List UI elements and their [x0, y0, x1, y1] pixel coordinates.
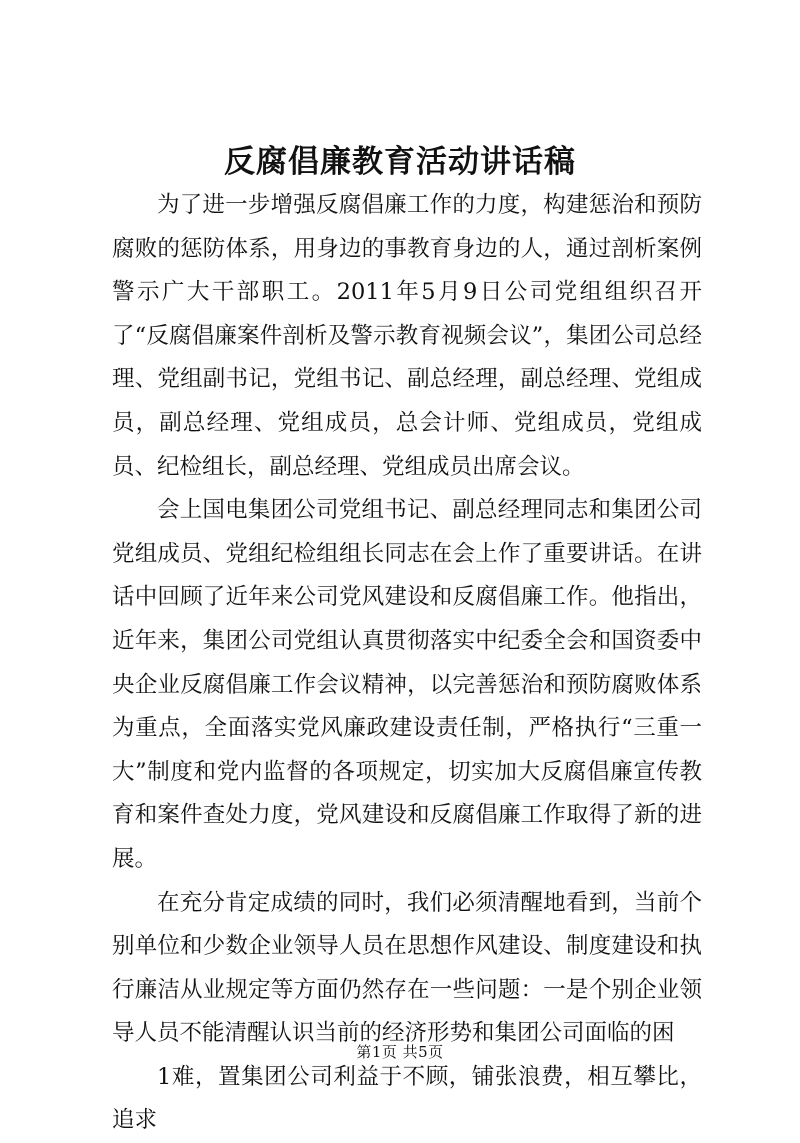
paragraph-4: 1难，置集团公司利益于不顾，铺张浪费，相互攀比，追求 — [112, 1063, 702, 1134]
document-title: 反腐倡廉教育活动讲话稿 — [224, 144, 576, 180]
document-body — [112, 184, 702, 1143]
paragraph-3: 在充分肯定成绩的同时，我们必须清醒地看到，当前个别单位和少数企业领导人员在思想作风建设、制度建设和执行廉洁从业规定等方面仍然存在一些问题：一是个别企业领导人员不能清醒认识当前的经济形势和集团公司面临的困 — [112, 889, 702, 1047]
page-number-footer: 第1页 共5页 — [356, 1043, 444, 1061]
paragraph-2: 会上国电集团公司党组书记、副总经理同志和集团公司党组成员、党组纪检组组长同志在会上作了重要讲话。在讲话中回顾了近年来公司党风建设和反腐倡廉工作。他指出，近年来，集团公司党组认真贯彻落实中纪委全会和国资委中央企业反腐倡廉工作会议精神，以完善惩治和预防腐败体系为重点，全面落实党风廉政建设责任制，严格执行“三重一大”制度和党内监督的各项规定，切实加大反腐倡廉宣传教育和案件查处力度，党风建设和反腐倡廉工作取得了新的进展。 — [112, 497, 702, 872]
paragraph-1: 为了进一步增强反腐倡廉工作的力度，构建惩治和预防腐败的惩防体系，用身边的事教育身边的人，通过剖析案例警示广大干部职工。2011年5月9日公司党组组织召开了“反腐倡廉案件剖析及警示教育视频会议”，集团公司总经理、党组副书记，党组书记、副总经理，副总经理、党组成员，副总经理、党组成员，总会计师、党组成员，党组成员、纪检组长，副总经理、党组成员出席会议。 — [112, 192, 702, 480]
